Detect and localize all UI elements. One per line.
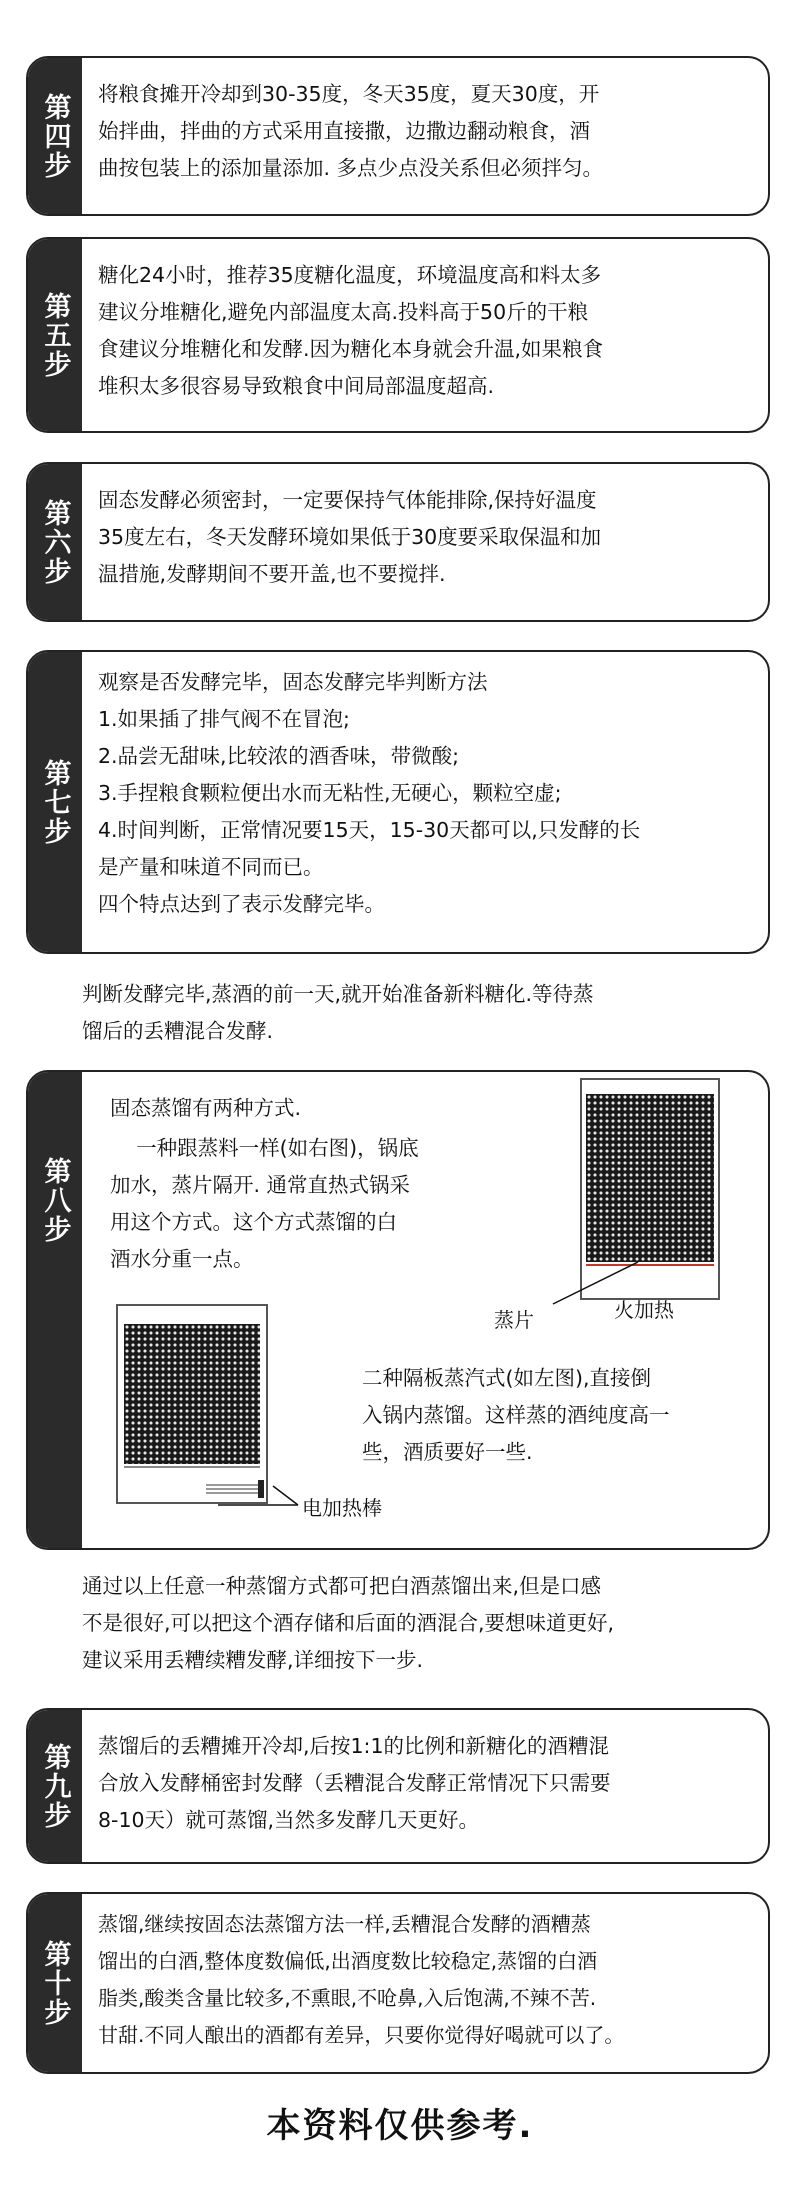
note-after-step-7: 判断发酵完毕,蒸酒的前一天,就开始准备新料糖化.等待蒸 馏后的丢糟混合发酵. bbox=[82, 982, 594, 1043]
step-8-card bbox=[26, 1070, 770, 1550]
step-8-method-1: 一种跟蒸料一样(如右图)，锅底 加水，蒸片隔开. 通常直热式锅采 用这个方式。这个方式蒸馏的白 酒水分重一点。 bbox=[110, 1136, 419, 1271]
step-10-title: 第十步 bbox=[39, 1939, 71, 2027]
grain-layer-left bbox=[124, 1324, 260, 1464]
step-7-title: 第七步 bbox=[39, 758, 71, 846]
step-8-method-2: 二种隔板蒸汽式(如左图),直接倒 入锅内蒸馏。这样蒸的酒纯度高一 些，酒质要好一些. bbox=[362, 1366, 670, 1464]
step-7-card bbox=[26, 650, 770, 954]
step-4-tab bbox=[28, 58, 82, 214]
label-steamer: 蒸片 bbox=[494, 1308, 534, 1332]
step-5-card bbox=[26, 237, 770, 433]
step-5-title: 第五步 bbox=[39, 291, 71, 379]
step-9-text: 蒸馏后的丢糟摊开冷却,后按1:1的比例和新糖化的酒糟混 合放入发酵桶密封发酵（丢糟混合发酵正常情况下只需要 8-10天）就可蒸馏,当然多发酵几天更好。 bbox=[98, 1734, 611, 1832]
step-4-text: 将粮食摊开冷却到30-35度，冬天35度，夏天30度，开 始拌曲，拌曲的方式采用直接撒，边撒边翻动粮食，酒 曲按包装上的添加量添加. 多点少点没关系但必须拌匀。 bbox=[98, 82, 604, 180]
label-fire-heat: 火加热 bbox=[614, 1298, 674, 1322]
step-4-title: 第四步 bbox=[39, 92, 71, 180]
step-9-tab bbox=[28, 1710, 82, 1862]
heater-rod-end bbox=[258, 1480, 264, 1498]
step-4-card bbox=[26, 56, 770, 216]
step-8-title: 第八步 bbox=[39, 1156, 71, 1244]
steam-partition-pot-diagram bbox=[116, 1304, 268, 1504]
label-electric-heater: 电加热棒 bbox=[302, 1496, 382, 1520]
step-6-text: 固态发酵必须密封，一定要保持气体能排除,保持好温度 35度左右，冬天发酵环境如果低于30度要采取保温和加 温措施,发酵期间不要开盖,也不要搅拌. bbox=[98, 488, 602, 586]
step-8-intro: 固态蒸馏有两种方式. bbox=[110, 1096, 302, 1120]
step-9-card bbox=[26, 1708, 770, 1864]
step-7-tab bbox=[28, 652, 82, 952]
step-10-card bbox=[26, 1892, 770, 2074]
step-10-tab bbox=[28, 1894, 82, 2072]
partition-plate bbox=[124, 1466, 260, 1468]
reference-only-footer: 本资料仅供参考. bbox=[266, 2106, 534, 2146]
step-9-title: 第九步 bbox=[39, 1742, 71, 1830]
step-6-title: 第六步 bbox=[39, 498, 71, 586]
step-6-tab bbox=[28, 464, 82, 620]
heater-rod bbox=[206, 1484, 260, 1494]
step-7-text: 观察是否发酵完毕，固态发酵完毕判断方法 1.如果插了排气阀不在冒泡; 2.品尝无甜味,比较浓的酒香味，带微酸; 3.手捏粮食颗粒便出水而无粘性,无硬心，颗粒空虚; 4.时间判断，正常情况要15天，15-30天都可以,只发酵的长 是产量和味道不同而已。 四个特点达到了表示发酵完毕。 bbox=[98, 670, 641, 916]
step-5-tab bbox=[28, 239, 82, 431]
step-6-card bbox=[26, 462, 770, 622]
note-after-step-8: 通过以上任意一种蒸馏方式都可把白酒蒸馏出来,但是口感 不是很好,可以把这个酒存储和后面的酒混合,要想味道更好, 建议采用丢糟续糟发酵,详细按下一步. bbox=[82, 1574, 615, 1672]
step-5-text: 糖化24小时，推荐35度糖化温度，环境温度高和料太多 建议分堆糖化,避免内部温度太高.投料高于50斤的干粮 食建议分堆糖化和发酵.因为糖化本身就会升温,如果粮食 堆积太多很容易导致粮食中间局部温度超高. bbox=[98, 263, 604, 398]
step-10-text: 蒸馏,继续按固态法蒸馏方法一样,丢糟混合发酵的酒糟蒸 馏出的白酒,整体度数偏低,出酒度数比较稳定,蒸馏的白酒 脂类,酸类含量比较多,不熏眼,不呛鼻,入后饱满,不辣不苦. 甘甜.不同人酿出的酒都有差异，只要你觉得好喝就可以了。 bbox=[98, 1912, 625, 2047]
